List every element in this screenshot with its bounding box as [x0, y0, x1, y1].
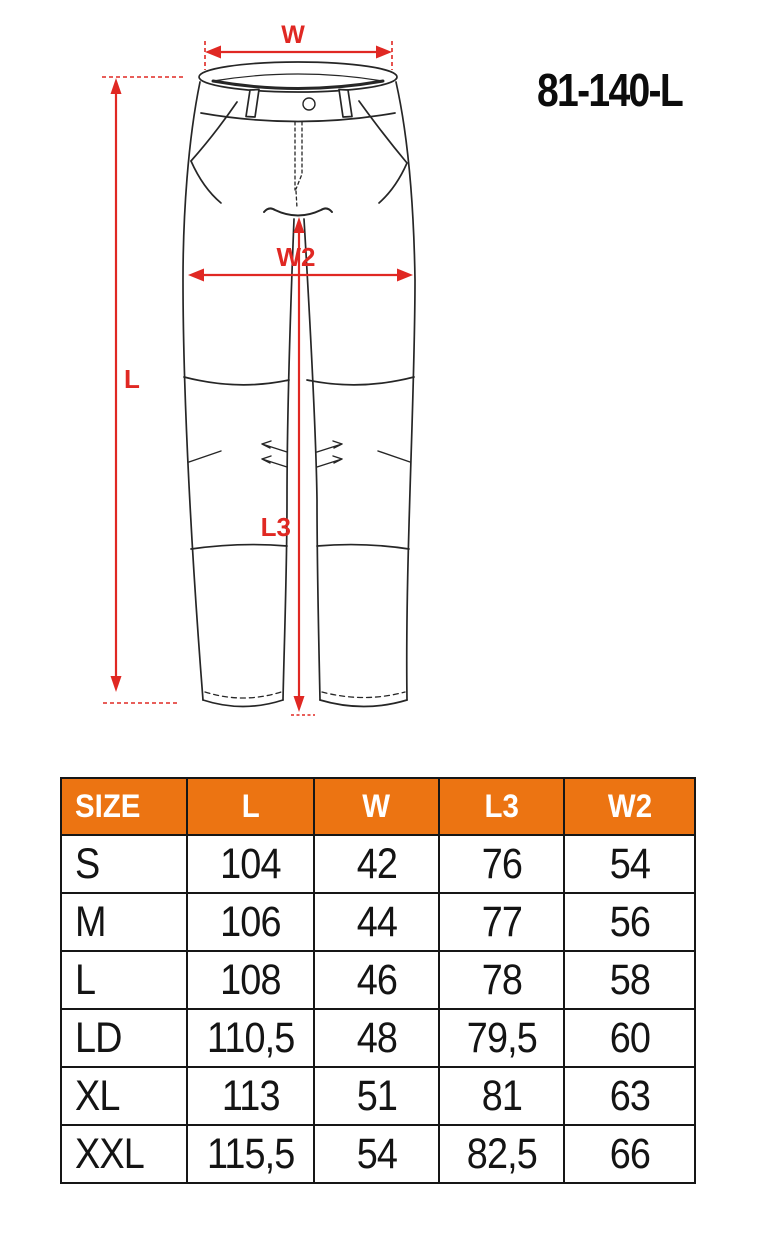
left-outer-seam	[183, 82, 203, 700]
cell-w	[314, 893, 439, 951]
cell-value: 66	[609, 1129, 650, 1178]
cell-value: 113	[221, 1071, 280, 1120]
dimension-w2	[188, 242, 413, 282]
cell-w2	[564, 893, 695, 951]
cell-l3	[439, 951, 564, 1009]
header-size	[61, 778, 187, 835]
table-row	[61, 1067, 695, 1125]
right-pocket-opening	[359, 101, 407, 163]
arrowhead-down	[294, 696, 305, 712]
right-knee-seam	[307, 377, 414, 385]
table-row	[61, 893, 695, 951]
cell-value: M	[75, 897, 106, 946]
cell-w	[314, 1009, 439, 1067]
cell-l	[187, 1125, 314, 1183]
arrowhead-left	[188, 269, 204, 282]
cell-value: 77	[481, 897, 522, 946]
right-outer-seam	[396, 82, 415, 700]
header-label: W2	[607, 788, 652, 824]
cell-w2	[564, 1067, 695, 1125]
cell-size	[61, 1125, 187, 1183]
right-pocket-bag	[379, 163, 407, 203]
crotch-curve	[264, 208, 332, 215]
cell-value: 104	[220, 839, 281, 888]
arrowhead-left	[205, 46, 221, 59]
right-belt-loop	[339, 90, 352, 118]
cell-value: 108	[220, 955, 281, 1004]
left-knee-seam	[184, 377, 289, 385]
label-l: L	[124, 364, 140, 394]
cell-value: 51	[356, 1071, 397, 1120]
cell-w	[314, 951, 439, 1009]
right-hem-stitch	[322, 692, 405, 698]
waist-button	[303, 98, 315, 110]
left-belt-loop	[246, 90, 259, 118]
table-row	[61, 1009, 695, 1067]
arrowhead-right	[376, 46, 392, 59]
header-label: SIZE	[75, 788, 141, 824]
cell-w2	[564, 1009, 695, 1067]
cell-value: L	[75, 955, 96, 1004]
left-pocket-opening	[191, 102, 237, 161]
size-table	[60, 777, 696, 1184]
left-inseam	[283, 219, 294, 700]
arrowhead-right	[397, 269, 413, 282]
table-row	[61, 951, 695, 1009]
cell-value: 76	[481, 839, 522, 888]
right-hem	[320, 700, 407, 707]
cell-size	[61, 1009, 187, 1067]
cell-value: 115,5	[206, 1129, 295, 1178]
table-header-row	[61, 778, 695, 835]
product-code: 81-140-L	[537, 64, 683, 116]
arrowhead-up	[294, 217, 305, 233]
right-inseam	[304, 219, 320, 700]
table-row	[61, 835, 695, 893]
cell-w2	[564, 951, 695, 1009]
cell-value: 54	[356, 1129, 397, 1178]
header-label: L3	[484, 788, 519, 824]
label-l3: L3	[260, 512, 291, 542]
cell-value: 78	[481, 955, 522, 1004]
cell-l	[187, 835, 314, 893]
arrowhead-up	[111, 78, 122, 94]
waist-inner-lower	[213, 81, 383, 89]
header-w	[314, 778, 439, 835]
cell-w	[314, 835, 439, 893]
left-shin-seam	[191, 545, 287, 549]
left-pocket-bag	[191, 161, 221, 203]
cell-value: XXL	[75, 1129, 144, 1178]
cell-l	[187, 1009, 314, 1067]
cell-value: 46	[356, 955, 397, 1004]
cell-value: 81	[481, 1071, 522, 1120]
cell-w	[314, 1067, 439, 1125]
header-l3	[439, 778, 564, 835]
dimension-annotations	[102, 21, 413, 715]
cell-l3	[439, 1067, 564, 1125]
cell-value: 60	[609, 1013, 650, 1062]
waist-inner-upper	[213, 74, 383, 81]
label-w: W	[281, 21, 305, 49]
cell-value: 54	[609, 839, 650, 888]
left-hem-stitch	[205, 692, 281, 698]
cell-value: 42	[356, 839, 397, 888]
cell-l3	[439, 1125, 564, 1183]
cell-value: 79,5	[466, 1013, 537, 1062]
cell-l	[187, 1067, 314, 1125]
cell-l	[187, 893, 314, 951]
cell-size	[61, 951, 187, 1009]
cell-value: 106	[220, 897, 281, 946]
cell-value: 44	[356, 897, 397, 946]
header-l	[187, 778, 314, 835]
waistband-bottom	[201, 113, 395, 122]
center-seam	[296, 191, 297, 208]
cell-value: 58	[609, 955, 650, 1004]
cell-value: 56	[609, 897, 650, 946]
cell-value: LD	[75, 1013, 122, 1062]
left-hem	[203, 700, 283, 707]
cell-l3	[439, 893, 564, 951]
cell-value: 63	[609, 1071, 650, 1120]
cell-value: 48	[356, 1013, 397, 1062]
cell-size	[61, 1067, 187, 1125]
cell-l3	[439, 1009, 564, 1067]
cell-value: 82,5	[466, 1129, 537, 1178]
header-w2	[564, 778, 695, 835]
table-row	[61, 1125, 695, 1183]
fly-stitch-right	[296, 122, 302, 189]
cell-value: XL	[75, 1071, 120, 1120]
arrowhead-down	[111, 676, 122, 692]
cell-w	[314, 1125, 439, 1183]
cell-l3	[439, 835, 564, 893]
cell-w2	[564, 1125, 695, 1183]
header-label: L	[241, 788, 260, 824]
right-shin-seam	[317, 545, 409, 549]
cell-w2	[564, 835, 695, 893]
dimension-l	[102, 77, 184, 703]
cell-value: 110,5	[206, 1013, 295, 1062]
cell-value: S	[75, 839, 100, 888]
cell-size	[61, 893, 187, 951]
cell-l	[187, 951, 314, 1009]
header-label: W	[362, 788, 391, 824]
label-w2: W2	[276, 242, 316, 272]
cell-size	[61, 835, 187, 893]
